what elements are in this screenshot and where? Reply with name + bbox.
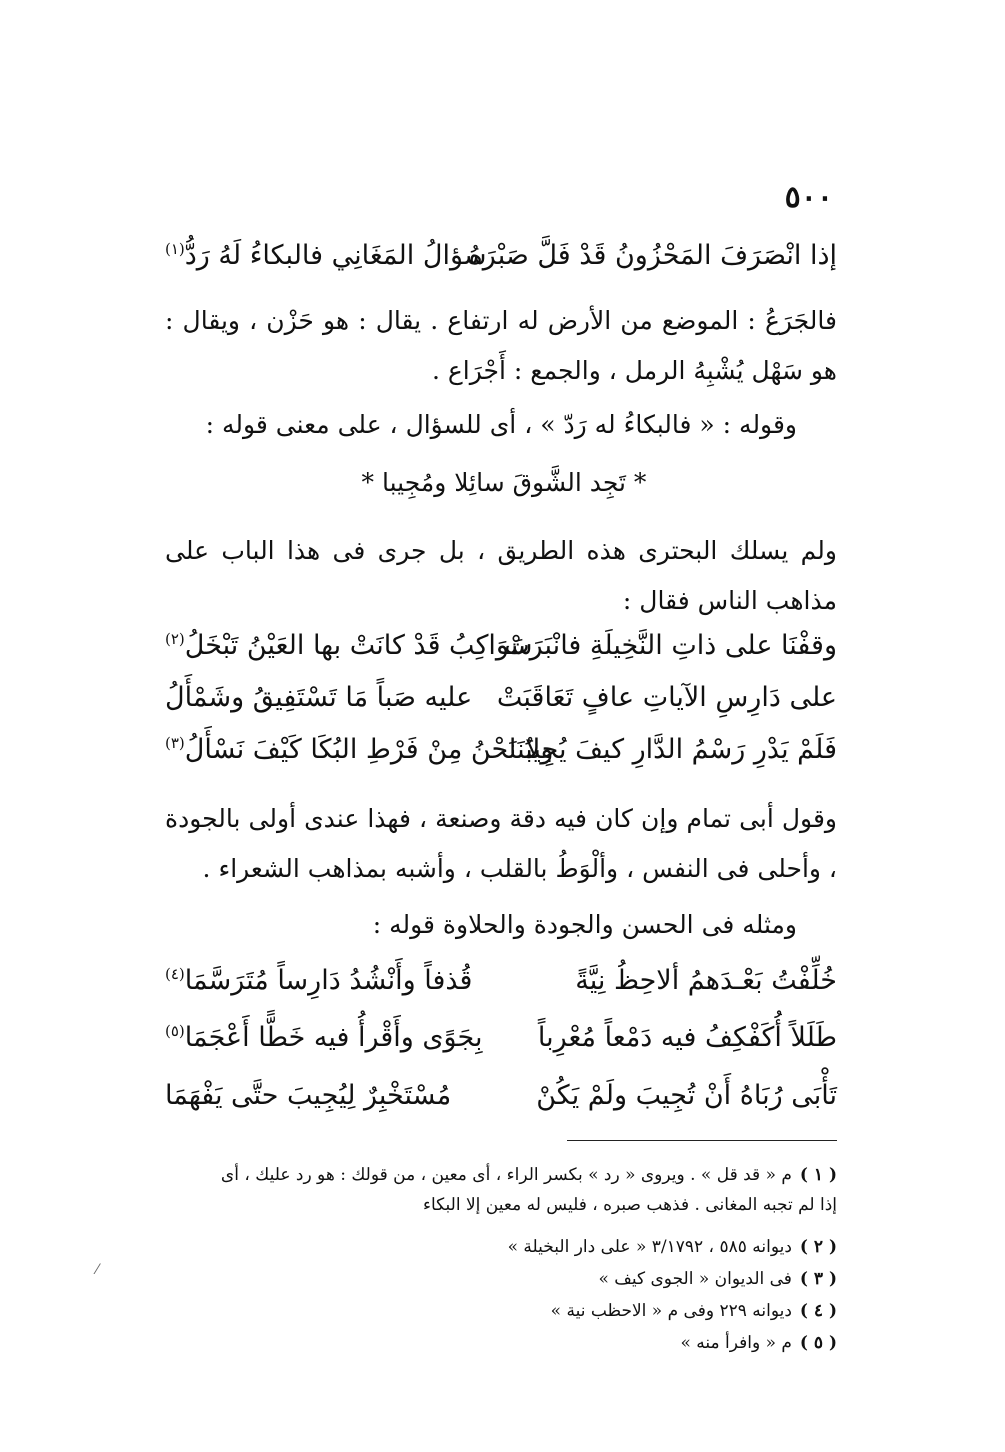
verse-first-hemistich: إذا انْصَرَفَ المَحْزُونُ قَدْ فَلَّ صَبْرَهُ xyxy=(468,240,837,271)
paragraph: ومثله فى الحسن والجودة والحلاوة قوله : xyxy=(372,910,797,939)
footnote-marker: (٣) xyxy=(165,734,185,752)
quoted-hemistich: * تَجِد الشَّوقَ سائِلا ومُجِيبا * xyxy=(361,468,647,497)
page-number: ٥٠٠ xyxy=(784,180,833,215)
verse-line xyxy=(165,1022,837,1068)
footnote: ( ٤ )ديوانه ٢٢٩ وفى م « الاحظب نية » xyxy=(550,1301,837,1321)
footnote-marker: (١) xyxy=(165,240,185,258)
paragraph: ولم يسلك البحترى هذه الطريق ، بل جرى فى هذا الباب على مذاهب الناس فقال : xyxy=(165,536,837,615)
footnote-separator xyxy=(567,1140,837,1141)
verse-second-hemistich: بِجَوًى وأَقْرأُ فيه خَطًّا أَعْجَمَا$^{(٥)}$ xyxy=(165,1022,483,1053)
footnote: ( ١ )م « قد قل » . ويروى « رد » بكسر الراء ، أى معين ، من قولك : هو رد عليك ، أى xyxy=(220,1165,837,1185)
footnote-marker: (٢) xyxy=(165,630,185,648)
paragraph: فالجَرَعُ : الموضع من الأرض له ارتفاع . يقال : هو حَزْن ، ويقال : هو سَهْل يُشْبِهُ الرمل ، والجمع : أَجْرَاع . xyxy=(165,306,837,385)
footnote-marker: (٤) xyxy=(165,965,185,983)
verse-second-hemistich: قُذفاً وأَنْشُدُ دَارِساً مُتَرَسَّمَا$^{(٤)}$ xyxy=(165,965,473,996)
verse-second-hemistich: مُسْتَخْبِرٌ لِيُجِيبَ حتَّى يَفْهَمَا xyxy=(165,1080,452,1111)
verse-second-hemistich: سؤالُ المَغَانِي فالبكاءُ لَهُ رَدُّ$^{(١)}$ xyxy=(165,240,487,271)
footnote-marker: (٥) xyxy=(165,1022,185,1040)
footnote-continuation: إذا لم تجبه المغانى . فذهب صبره ، فليس له معين إلا البكاء xyxy=(422,1195,837,1215)
verse-first-hemistich: خُلِّفْتُ بَعْـدَهمُ ألاحِظُ نِيَّةً xyxy=(575,965,837,996)
paragraph: وقوله : « فالبكاءُ له رَدّ » ، أى للسؤال ، على معنى قوله : xyxy=(205,410,797,439)
verse-first-hemistich: وقفْنَا على ذاتِ النَّخِيلَةِ فانْبَرَتْ xyxy=(504,630,837,661)
verse-first-hemistich: فَلَمْ يَدْرِ رَسْمُ الدَّارِ كيفَ يُجِيبُنَا xyxy=(508,734,837,765)
verse-second-hemistich: سَوَاكِبُ قَدْ كانَتْ بها العَيْنُ تَبْخَلُ$^{(٢)}$ xyxy=(165,630,533,661)
footnote: ( ٥ )م « وافرأ منه » xyxy=(680,1333,837,1353)
verse-line xyxy=(165,734,837,780)
verse-line xyxy=(165,1080,837,1126)
verse-first-hemistich: على دَارِسِ الآياتِ عافٍ تَعَاقَبَتْ xyxy=(496,682,837,713)
verse-second-hemistich: ولا نَحْنُ مِنْ فَرْطِ البُكَا كَيْفَ نَسْأَلُ$^{(٣)}$ xyxy=(165,734,554,765)
footnote: ( ٣ )فى الديوان « الجوى كيف » xyxy=(598,1269,837,1289)
verse-line xyxy=(165,630,837,676)
verse-line xyxy=(165,240,837,286)
verse-second-hemistich: عليه صَباً مَا تَسْتَفِيقُ وشَمْأَلُ xyxy=(165,682,473,713)
footnote: ( ٢ )ديوانه ٥٨٥ ، ٣/١٧٩٢ « على دار البخيلة » xyxy=(507,1237,837,1257)
verse-line xyxy=(165,965,837,1011)
verse-first-hemistich: تَأْبَى رُبَاهُ أَنْ تُجِيبَ ولَمْ يَكُنْ xyxy=(536,1080,837,1111)
paragraph: وقول أبى تمام وإن كان فيه دقة وصنعة ، فهذا عندى أولى بالجودة ، وأحلى فى النفس ، وألْوَطُ بالقلب ، وأشبه بمذاهب الشعراء . xyxy=(165,804,837,883)
scan-speck: ⁄ xyxy=(96,1262,99,1278)
verse-first-hemistich: طَلَلاً أُكَفْكِفُ فيه دَمْعاً مُعْرِباً xyxy=(537,1022,837,1053)
verse-line xyxy=(165,682,837,728)
